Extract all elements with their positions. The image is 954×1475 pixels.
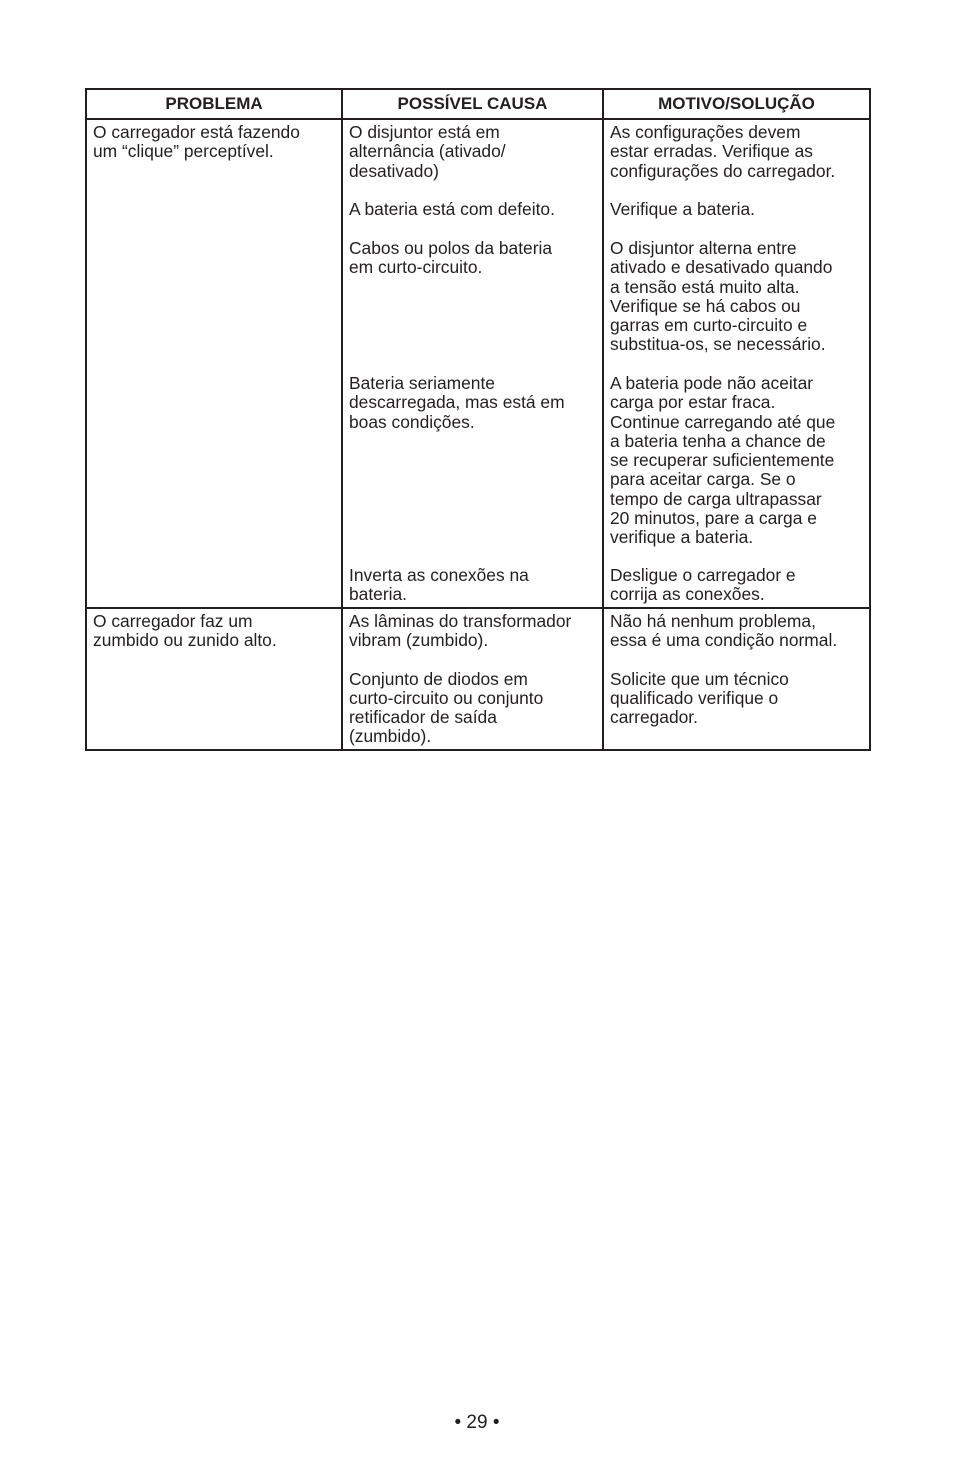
cause-text: A bateria está com defeito. (349, 199, 555, 219)
solution-text: Verifique a bateria. (610, 199, 756, 219)
problem-cell (86, 608, 342, 750)
solution-text: Não há nenhum problema, essa é uma condição normal. (610, 610, 838, 650)
solution-text: A bateria pode não aceitar carga por estar fraca. Continue carregando até que a bateria tenha a chance de se recuperar suficientemente para aceitar carga. Se o tempo de carga ultrapassar 20 minutos, pare a carga e verifique a bateria. (610, 373, 836, 548)
troubleshooting-table (85, 88, 871, 751)
table-header-row (86, 89, 870, 119)
table-row (86, 608, 870, 750)
header-problem: PROBLEMA (86, 89, 342, 119)
problem-text: O carregador faz um zumbido ou zunido alto. (93, 610, 277, 650)
solution-text: As configurações devem estar erradas. Verifique as configurações do carregador. (610, 122, 836, 181)
header-possible-cause: POSSÍVEL CAUSA (342, 89, 603, 119)
table-row (86, 119, 870, 608)
solution-text: Solicite que um técnico qualificado verifique o carregador. (610, 668, 789, 728)
cause-text: Inverta as conexões na bateria. (349, 565, 529, 605)
cause-cell (342, 119, 603, 608)
page-number: • 29 • (454, 1412, 500, 1433)
solution-cell (603, 119, 870, 608)
solution-text: Desligue o carregador e corrija as conexões. (610, 565, 796, 605)
cause-text: O disjuntor está em alternância (ativado/ desativado) (349, 122, 506, 181)
cause-text: Bateria seriamente descarregada, mas está em boas condições. (349, 373, 565, 432)
header-reason-solution: MOTIVO/SOLUÇÃO (603, 89, 870, 119)
cause-text: Conjunto de diodos em curto-circuito ou conjunto retificador de saída (zumbido). (349, 668, 544, 747)
problem-text: O carregador está fazendo um “clique” perceptível. (93, 122, 300, 162)
cause-cell (342, 608, 603, 750)
problem-cell (86, 119, 342, 608)
cause-text: As lâminas do transformador vibram (zumbido). (349, 610, 572, 650)
cause-text: Cabos ou polos da bateria em curto-circuito. (349, 238, 553, 278)
solution-cell (603, 608, 870, 750)
solution-text: O disjuntor alterna entre ativado e desativado quando a tensão está muito alta. Verifique se há cabos ou garras em curto-circuito e substitua-os, se necessário. (610, 238, 833, 355)
